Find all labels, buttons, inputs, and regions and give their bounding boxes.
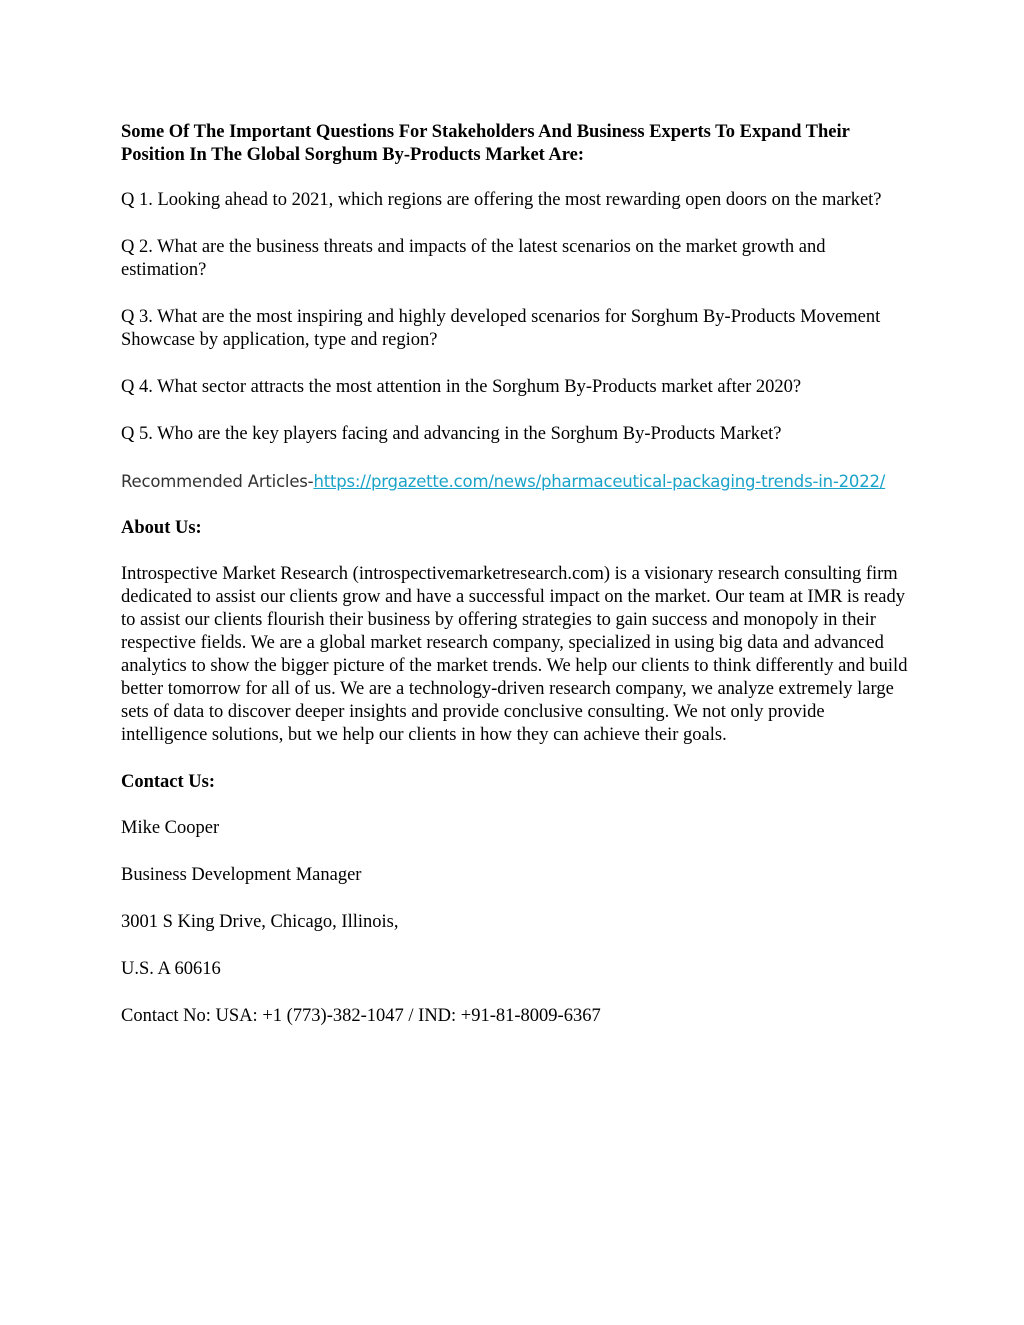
question-4: Q 4. What sector attracts the most attention in the Sorghum By-Products market after 2020? bbox=[121, 377, 802, 397]
contact-postal: U.S. A 60616 bbox=[121, 959, 221, 979]
contact-title: Contact Us: bbox=[121, 772, 216, 792]
question-5: Q 5. Who are the key players facing and advancing in the Sorghum By-Products Market? bbox=[121, 424, 782, 444]
contact-role: Business Development Manager bbox=[121, 865, 362, 885]
document-content bbox=[121, 121, 911, 1052]
about-title: About Us: bbox=[121, 518, 202, 538]
question-2: Q 2. What are the business threats and impacts of the latest scenarios on the market growth and estimation? bbox=[121, 237, 826, 280]
document-heading: Some Of The Important Questions For Stakeholders And Business Experts To Expand Their Position In The Global Sorghum By-Products Market Are: bbox=[121, 122, 850, 165]
recommended-label: Recommended Articles- bbox=[121, 472, 314, 491]
question-1: Q 1. Looking ahead to 2021, which regions are offering the most rewarding open doors on the market? bbox=[121, 190, 882, 210]
question-3: Q 3. What are the most inspiring and highly developed scenarios for Sorghum By-Products Movement Showcase by application, type and region? bbox=[121, 307, 881, 350]
recommended-link[interactable]: https://prgazette.com/news/pharmaceutical-packaging-trends-in-2022/ bbox=[313, 472, 886, 491]
contact-address: 3001 S King Drive, Chicago, Illinois, bbox=[121, 912, 399, 932]
recommended-articles bbox=[121, 470, 911, 493]
contact-name: Mike Cooper bbox=[121, 818, 220, 838]
contact-phone: Contact No: USA: +1 (773)-382-1047 / IND: +91-81-8009-6367 bbox=[121, 1006, 601, 1026]
about-body: Introspective Market Research (introspectivemarketresearch.com) is a visionary research consulting firm dedicated to assist our clients grow and have a successful impact on the market. Our team at IMR is ready to assist our clients flourish their business by offering strategies to gain success and monopoly in their respective fields. We are a global market research company, specialized in using big data and advanced analytics to show the bigger picture of the market trends. We help our clients to think differently and build better tomorrow for all of us. We are a technology-driven research company, we analyze extremely large sets of data to discover deeper insights and provide conclusive consulting. We not only provide intelligence solutions, but we help our clients in how they can achieve their goals. bbox=[121, 564, 908, 745]
